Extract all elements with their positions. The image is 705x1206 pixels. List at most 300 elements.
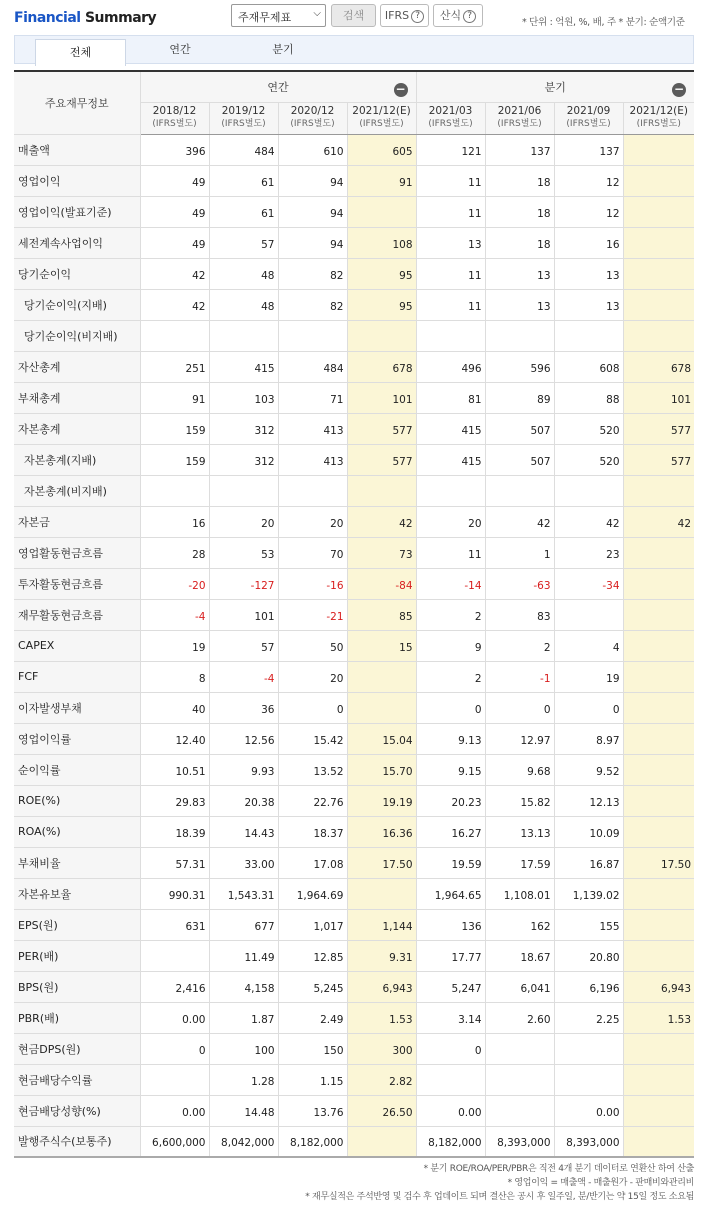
table-row <box>14 878 694 909</box>
table-cell <box>140 320 209 351</box>
question-icon: ? <box>411 10 424 23</box>
column-header <box>416 102 485 134</box>
column-header <box>623 102 694 134</box>
table-cell: 20 <box>278 661 347 692</box>
table-cell: 2 <box>485 630 554 661</box>
table-cell: 10.09 <box>554 816 623 847</box>
table-cell: 9.13 <box>416 723 485 754</box>
table-cell: 71 <box>278 382 347 413</box>
table-cell: 1.15 <box>278 1064 347 1095</box>
table-cell: 4,158 <box>209 971 278 1002</box>
table-cell: 520 <box>554 444 623 475</box>
table-cell: 8,042,000 <box>209 1126 278 1157</box>
table-cell: 396 <box>140 134 209 165</box>
row-label: 자본총계(비지배) <box>14 475 140 506</box>
table-cell: 10.51 <box>140 754 209 785</box>
table-cell: 95 <box>347 289 416 320</box>
table-cell: 8,393,000 <box>485 1126 554 1157</box>
table-cell: 121 <box>416 134 485 165</box>
table-cell: 101 <box>347 382 416 413</box>
row-label: 현금배당수익률 <box>14 1064 140 1095</box>
table-cell: 17.08 <box>278 847 347 878</box>
table-row <box>14 723 694 754</box>
table-cell: 1,017 <box>278 909 347 940</box>
table-cell: 1.53 <box>623 1002 694 1033</box>
table-cell <box>623 1126 694 1157</box>
table-cell: 15.70 <box>347 754 416 785</box>
table-cell <box>416 320 485 351</box>
table-cell <box>347 1126 416 1157</box>
row-label: 세전계속사업이익 <box>14 227 140 258</box>
table-cell: 9.15 <box>416 754 485 785</box>
table-cell: 100 <box>209 1033 278 1064</box>
table-cell <box>209 475 278 506</box>
table-cell: 103 <box>209 382 278 413</box>
row-label: 당기순이익(지배) <box>14 289 140 320</box>
table-cell: 91 <box>140 382 209 413</box>
row-label: 당기순이익 <box>14 258 140 289</box>
table-cell: 1,108.01 <box>485 878 554 909</box>
table-row <box>14 785 694 816</box>
tab-quarterly[interactable]: 분기 <box>272 43 294 56</box>
row-label: 이자발생부채 <box>14 692 140 723</box>
table-cell: 678 <box>623 351 694 382</box>
table-cell: 9.31 <box>347 940 416 971</box>
table-cell: 5,247 <box>416 971 485 1002</box>
table-cell: -84 <box>347 568 416 599</box>
ifrs-label: IFRS <box>384 9 410 22</box>
table-cell: 73 <box>347 537 416 568</box>
table-cell: 61 <box>209 165 278 196</box>
table-cell: 22.76 <box>278 785 347 816</box>
table-cell: -1 <box>485 661 554 692</box>
table-cell: 20.38 <box>209 785 278 816</box>
table-cell <box>623 940 694 971</box>
table-cell <box>416 1064 485 1095</box>
table-cell: 18 <box>485 227 554 258</box>
table-cell: 95 <box>347 258 416 289</box>
table-cell: 20 <box>416 506 485 537</box>
ifrs-help-button[interactable] <box>380 4 429 27</box>
table-cell: 19.59 <box>416 847 485 878</box>
column-header <box>347 102 416 134</box>
table-cell: 94 <box>278 227 347 258</box>
table-row <box>14 320 694 351</box>
table-cell <box>623 1064 694 1095</box>
collapse-annual-icon[interactable]: − <box>395 82 406 96</box>
row-label: 영업이익률 <box>14 723 140 754</box>
table-cell: 0 <box>140 1033 209 1064</box>
table-cell: 13 <box>485 258 554 289</box>
table-cell: 1 <box>485 537 554 568</box>
table-row <box>14 475 694 506</box>
table-cell: 13.76 <box>278 1095 347 1126</box>
table-cell: 11 <box>416 196 485 227</box>
table-cell <box>623 475 694 506</box>
table-cell: 1,964.65 <box>416 878 485 909</box>
table-cell: -63 <box>485 568 554 599</box>
table-cell: 6,196 <box>554 971 623 1002</box>
table-cell: 1.53 <box>347 1002 416 1033</box>
table-cell: 13 <box>416 227 485 258</box>
table-cell: 42 <box>140 289 209 320</box>
table-cell: 137 <box>554 134 623 165</box>
column-header <box>209 102 278 134</box>
row-label: ROA(%) <box>14 816 140 847</box>
table-cell <box>623 227 694 258</box>
table-cell: 14.43 <box>209 816 278 847</box>
row-label: 자본유보율 <box>14 878 140 909</box>
row-label: 부채총계 <box>14 382 140 413</box>
column-basis: (IFRS별도) <box>566 119 611 129</box>
table-cell: 13 <box>485 289 554 320</box>
table-cell: 1.87 <box>209 1002 278 1033</box>
table-cell: 1.28 <box>209 1064 278 1095</box>
table-cell: 6,943 <box>623 971 694 1002</box>
table-cell: 49 <box>140 165 209 196</box>
table-row <box>14 568 694 599</box>
table-cell: 26.50 <box>347 1095 416 1126</box>
column-basis: (IFRS별도) <box>359 119 404 129</box>
column-period: 2021/09 <box>566 105 611 117</box>
table-cell: 40 <box>140 692 209 723</box>
table-cell <box>623 1095 694 1126</box>
table-cell: 19 <box>554 661 623 692</box>
table-cell: 48 <box>209 258 278 289</box>
table-cell: 2 <box>416 599 485 630</box>
unit-note: * 단위 : 억원, %, 배, 주 * 분기: 순액기준 <box>522 17 685 28</box>
table-cell: 507 <box>485 413 554 444</box>
quarterly-group-label: 분기 <box>544 80 566 94</box>
table-cell: 8,182,000 <box>278 1126 347 1157</box>
table-cell: 12.40 <box>140 723 209 754</box>
collapse-quarterly-icon[interactable]: − <box>674 82 685 96</box>
annual-group-header <box>140 71 416 102</box>
table-cell: 12 <box>554 165 623 196</box>
table-cell <box>554 320 623 351</box>
table-cell: 50 <box>278 630 347 661</box>
table-cell: 4 <box>554 630 623 661</box>
statement-type-select[interactable] <box>231 4 326 27</box>
row-label: 당기순이익(비지배) <box>14 320 140 351</box>
table-cell: 94 <box>278 165 347 196</box>
question-icon: ? <box>463 10 476 23</box>
table-row <box>14 1064 694 1095</box>
formula-label: 산식 <box>439 9 462 22</box>
row-label: FCF <box>14 661 140 692</box>
row-label: PBR(배) <box>14 1002 140 1033</box>
search-button[interactable]: 검색 <box>331 4 376 27</box>
column-header <box>485 102 554 134</box>
row-label: EPS(원) <box>14 909 140 940</box>
table-cell: 484 <box>278 351 347 382</box>
table-row <box>14 692 694 723</box>
table-cell: 18.37 <box>278 816 347 847</box>
table-cell: 53 <box>209 537 278 568</box>
row-label: 발행주식수(보통주) <box>14 1126 140 1157</box>
table-cell <box>623 692 694 723</box>
column-basis: (IFRS별도) <box>636 119 681 129</box>
table-cell <box>623 289 694 320</box>
table-cell: 2.25 <box>554 1002 623 1033</box>
footnotes <box>305 1162 694 1204</box>
table-cell: 0.00 <box>416 1095 485 1126</box>
table-row <box>14 599 694 630</box>
table-cell: 101 <box>623 382 694 413</box>
table-cell: 108 <box>347 227 416 258</box>
table-cell: -34 <box>554 568 623 599</box>
table-cell: 12.85 <box>278 940 347 971</box>
quarterly-group-header <box>416 71 694 102</box>
table-cell: 677 <box>209 909 278 940</box>
table-cell: 1,139.02 <box>554 878 623 909</box>
table-cell: 20.23 <box>416 785 485 816</box>
table-cell: 18.67 <box>485 940 554 971</box>
table-cell <box>623 165 694 196</box>
column-basis: (IFRS별도) <box>497 119 542 129</box>
table-cell: 11 <box>416 165 485 196</box>
table-cell: 6,600,000 <box>140 1126 209 1157</box>
table-cell <box>554 599 623 630</box>
column-period: 2021/12(E) <box>352 105 411 117</box>
table-cell: 0 <box>416 1033 485 1064</box>
table-cell: 162 <box>485 909 554 940</box>
table-cell <box>554 1033 623 1064</box>
table-cell: 11 <box>416 537 485 568</box>
table-cell <box>140 940 209 971</box>
table-cell: 415 <box>209 351 278 382</box>
footnote: * 영업이익 = 매출액 - 매출원가 - 판매비와관리비 <box>507 1178 694 1188</box>
table-cell: 17.50 <box>623 847 694 878</box>
table-cell: 577 <box>623 413 694 444</box>
table-row <box>14 1033 694 1064</box>
row-label: BPS(원) <box>14 971 140 1002</box>
tab-annual[interactable]: 연간 <box>169 43 191 56</box>
row-label: 투자활동현금흐름 <box>14 568 140 599</box>
table-cell: 19 <box>140 630 209 661</box>
column-period: 2021/03 <box>428 105 473 117</box>
table-cell: 0 <box>485 692 554 723</box>
table-row <box>14 847 694 878</box>
table-cell <box>623 909 694 940</box>
table-cell <box>209 320 278 351</box>
chevron-down-icon: ⌵ <box>313 8 321 19</box>
table-cell <box>140 475 209 506</box>
table-cell: 8,393,000 <box>554 1126 623 1157</box>
table-cell: 6,041 <box>485 971 554 1002</box>
table-cell <box>347 475 416 506</box>
table-cell: 12 <box>554 196 623 227</box>
column-basis: (IFRS별도) <box>152 119 197 129</box>
table-cell: 28 <box>140 537 209 568</box>
table-cell: 415 <box>416 444 485 475</box>
table-cell: 413 <box>278 444 347 475</box>
table-cell: 42 <box>485 506 554 537</box>
table-cell: 312 <box>209 413 278 444</box>
table-cell: 520 <box>554 413 623 444</box>
table-cell: 415 <box>416 413 485 444</box>
table-cell: -21 <box>278 599 347 630</box>
column-period: 2019/12 <box>221 105 266 117</box>
table-cell: 610 <box>278 134 347 165</box>
table-row <box>14 661 694 692</box>
table-cell: 12.56 <box>209 723 278 754</box>
table-cell: 23 <box>554 537 623 568</box>
table-cell <box>623 630 694 661</box>
table-row <box>14 444 694 475</box>
table-cell: 12.97 <box>485 723 554 754</box>
table-row <box>14 537 694 568</box>
table-cell: 17.50 <box>347 847 416 878</box>
table-cell: -4 <box>140 599 209 630</box>
table-cell: 8.97 <box>554 723 623 754</box>
table-row <box>14 134 694 165</box>
table-cell: 300 <box>347 1033 416 1064</box>
statement-type-value: 주재무제표 <box>238 11 292 24</box>
table-cell: 57 <box>209 630 278 661</box>
table-cell: 11 <box>416 289 485 320</box>
table-cell: 15.42 <box>278 723 347 754</box>
table-cell <box>623 1033 694 1064</box>
row-label: ROE(%) <box>14 785 140 816</box>
table-cell: 2,416 <box>140 971 209 1002</box>
table-cell: 91 <box>347 165 416 196</box>
table-cell: 20.80 <box>554 940 623 971</box>
table-cell: 101 <box>209 599 278 630</box>
table-cell <box>623 134 694 165</box>
table-cell <box>347 196 416 227</box>
table-cell: 42 <box>554 506 623 537</box>
table-cell: 1,964.69 <box>278 878 347 909</box>
table-cell: -16 <box>278 568 347 599</box>
table-cell: 16.36 <box>347 816 416 847</box>
table-cell: 13 <box>554 258 623 289</box>
table-cell: 16 <box>140 506 209 537</box>
table-cell: 33.00 <box>209 847 278 878</box>
table-row <box>14 258 694 289</box>
table-cell: -14 <box>416 568 485 599</box>
table-cell: 36 <box>209 692 278 723</box>
footnote: * 재무실적은 주석반영 및 검수 후 업데이트 되며 결산은 공시 후 일주일, 분/반기는 약 15일 정도 소요됨 <box>305 1192 694 1202</box>
table-cell: 2 <box>416 661 485 692</box>
table-cell: 608 <box>554 351 623 382</box>
footnote: * 분기 ROE/ROA/PER/PBR은 직전 4개 분기 데이터로 연환산 하여 산출 <box>423 1164 694 1174</box>
table-row <box>14 630 694 661</box>
tab-all[interactable]: 전체 <box>35 39 126 66</box>
table-cell: 155 <box>554 909 623 940</box>
column-period: 2020/12 <box>290 105 335 117</box>
row-header-label: 주요재무정보 <box>14 71 140 134</box>
table-cell: 14.48 <box>209 1095 278 1126</box>
table-cell: 990.31 <box>140 878 209 909</box>
table-cell <box>278 475 347 506</box>
table-cell: 8,182,000 <box>416 1126 485 1157</box>
table-cell: 81 <box>416 382 485 413</box>
table-cell <box>485 320 554 351</box>
table-cell: -4 <box>209 661 278 692</box>
table-cell: 13.13 <box>485 816 554 847</box>
table-cell: 13 <box>554 289 623 320</box>
table-cell: 49 <box>140 196 209 227</box>
table-cell: 1,543.31 <box>209 878 278 909</box>
table-cell: 42 <box>140 258 209 289</box>
row-label: PER(배) <box>14 940 140 971</box>
table-cell: 605 <box>347 134 416 165</box>
table-cell: 9.52 <box>554 754 623 785</box>
row-label: 영업활동현금흐름 <box>14 537 140 568</box>
table-cell: 413 <box>278 413 347 444</box>
table-cell <box>623 320 694 351</box>
table-cell: 2.60 <box>485 1002 554 1033</box>
column-header <box>140 102 209 134</box>
table-cell <box>623 816 694 847</box>
table-cell: -127 <box>209 568 278 599</box>
table-cell: 577 <box>347 413 416 444</box>
table-cell: 12.13 <box>554 785 623 816</box>
row-label: 자산총계 <box>14 351 140 382</box>
table-cell: 0 <box>278 692 347 723</box>
table-cell <box>623 196 694 227</box>
table-cell: 83 <box>485 599 554 630</box>
table-cell: 136 <box>416 909 485 940</box>
row-label: 부채비율 <box>14 847 140 878</box>
column-period: 2018/12 <box>152 105 197 117</box>
row-label: 현금배당성향(%) <box>14 1095 140 1126</box>
table-cell: 312 <box>209 444 278 475</box>
column-header <box>554 102 623 134</box>
period-tabs <box>14 35 694 64</box>
table-row <box>14 816 694 847</box>
table-cell: 5,245 <box>278 971 347 1002</box>
table-cell: 251 <box>140 351 209 382</box>
table-cell: 15 <box>347 630 416 661</box>
column-basis: (IFRS별도) <box>290 119 335 129</box>
table-cell: 18 <box>485 196 554 227</box>
table-row <box>14 940 694 971</box>
table-cell: 20 <box>209 506 278 537</box>
table-cell <box>278 320 347 351</box>
top-bar <box>0 0 705 36</box>
table-cell: 577 <box>623 444 694 475</box>
title-blue-text: Financial <box>14 10 81 26</box>
table-cell <box>623 661 694 692</box>
table-cell <box>485 475 554 506</box>
table-cell: 42 <box>347 506 416 537</box>
table-row <box>14 227 694 258</box>
table-cell <box>623 568 694 599</box>
table-cell: 57 <box>209 227 278 258</box>
table-cell: -20 <box>140 568 209 599</box>
table-cell: 596 <box>485 351 554 382</box>
table-cell <box>347 661 416 692</box>
row-label: 영업이익(발표기준) <box>14 196 140 227</box>
table-cell: 577 <box>347 444 416 475</box>
table-row <box>14 971 694 1002</box>
table-cell <box>623 723 694 754</box>
page-title <box>14 10 156 26</box>
table-cell: 678 <box>347 351 416 382</box>
table-cell: 17.59 <box>485 847 554 878</box>
formula-help-button[interactable] <box>433 4 483 27</box>
table-cell: 15.04 <box>347 723 416 754</box>
table-cell: 88 <box>554 382 623 413</box>
table-cell: 16.87 <box>554 847 623 878</box>
column-header <box>278 102 347 134</box>
table-cell <box>623 754 694 785</box>
table-cell: 9 <box>416 630 485 661</box>
table-row <box>14 351 694 382</box>
table-cell: 85 <box>347 599 416 630</box>
